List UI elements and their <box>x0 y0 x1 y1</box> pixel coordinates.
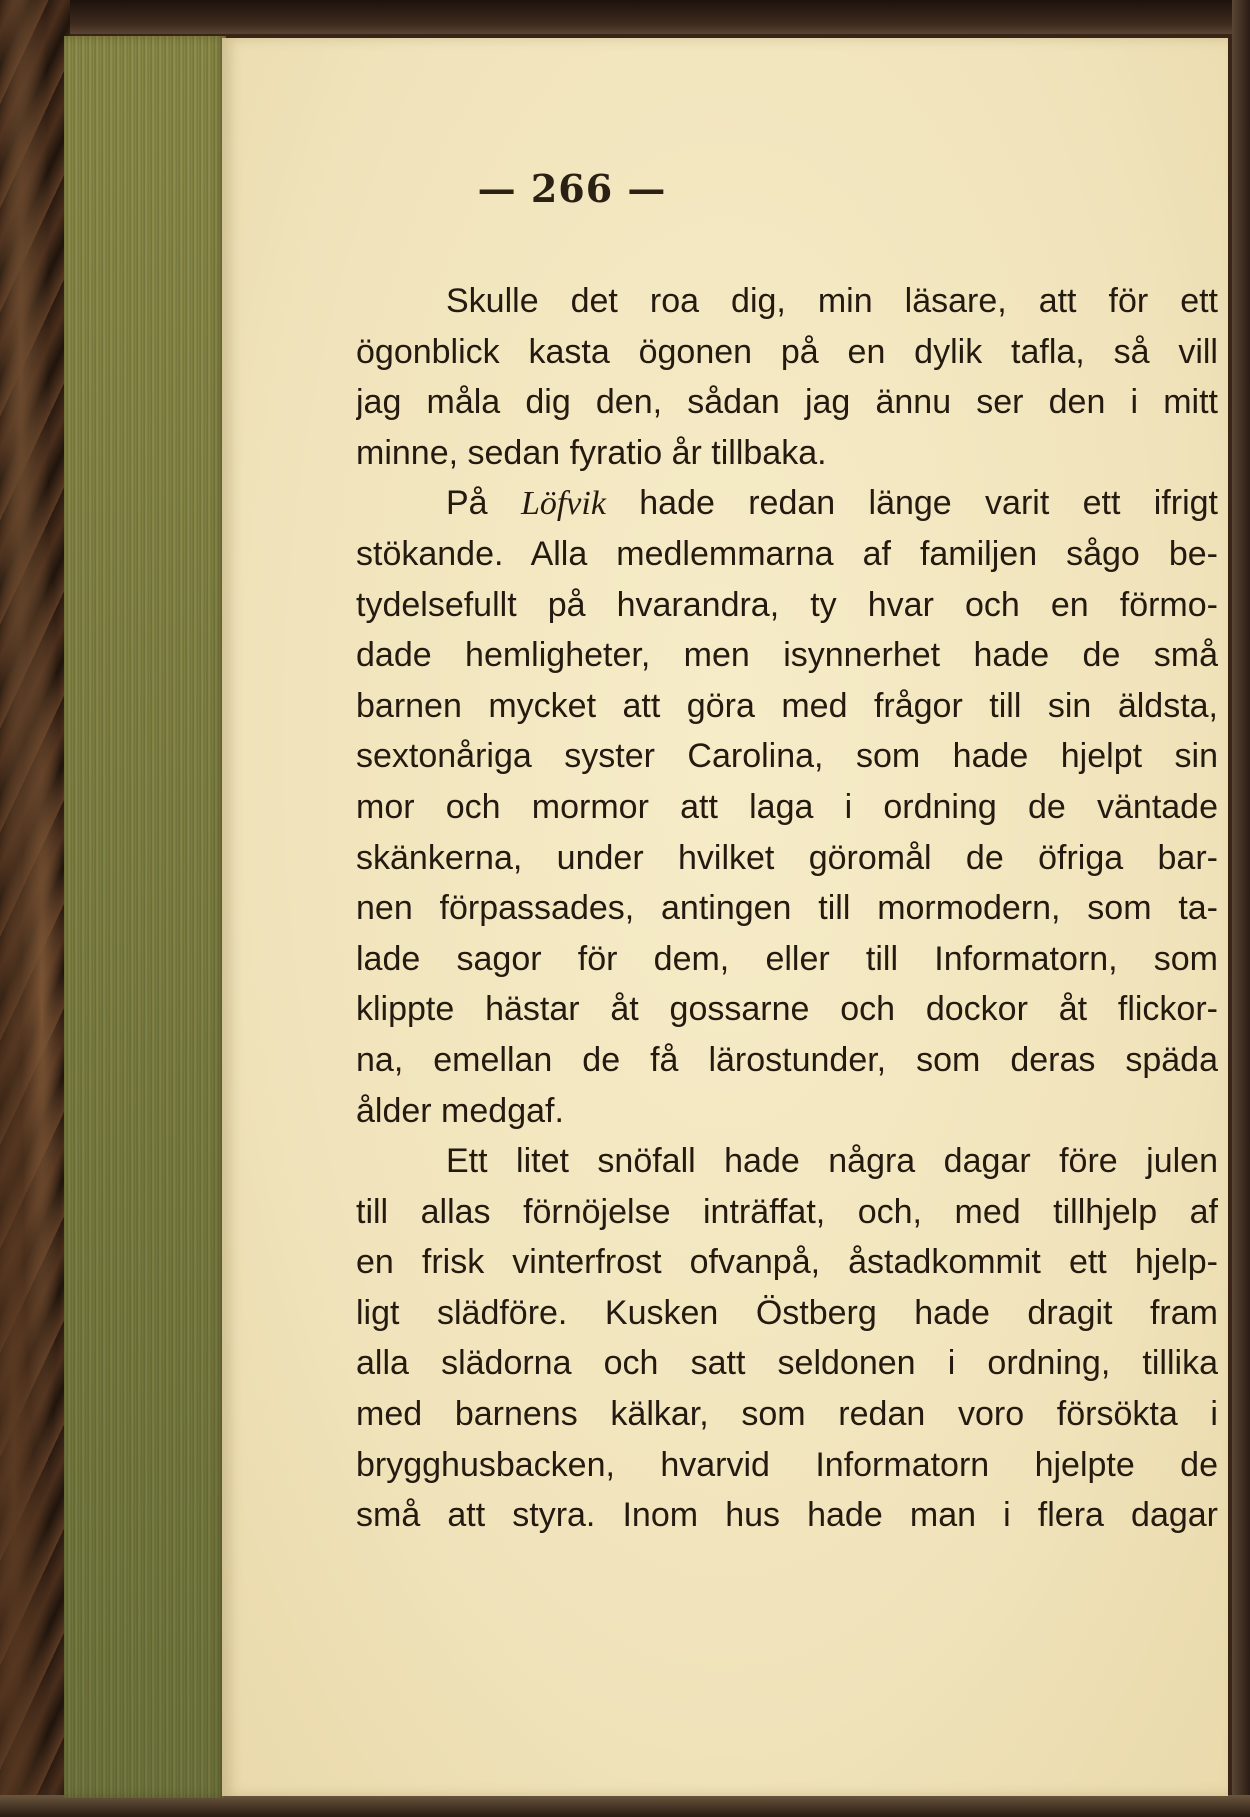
text-fragment: På <box>446 484 521 523</box>
page-body-text <box>356 276 1218 1541</box>
place-name-italic: Löfvik <box>520 485 606 523</box>
text-line: ligt slädföre. Kusken Östberg hade dragit fram <box>356 1293 1218 1332</box>
text-line: stökande. Alla medlemmarna af familjen sågo be- <box>356 534 1218 573</box>
text-line: ögonblick kasta ögonen på en dylik tafla, så vill <box>356 332 1218 371</box>
book-cover-right-edge <box>1232 0 1250 1817</box>
text-line: jag måla dig den, sådan jag ännu ser den i mitt <box>356 383 1218 422</box>
text-line: barnen mycket att göra med frågor till sin äldsta, <box>356 686 1218 725</box>
page-stack-edges <box>64 36 226 1798</box>
book-page <box>222 38 1228 1796</box>
book-cover-top-edge <box>0 0 1250 34</box>
page-number: — 266 — <box>477 166 667 211</box>
text-line: mor och mormor att laga i ordning de väntade <box>356 787 1218 826</box>
text-line: alla slädorna och satt seldonen i ordning, tillika <box>356 1344 1218 1383</box>
text-line: minne, sedan fyratio år tillbaka. <box>356 433 827 472</box>
text-line: ålder medgaf. <box>356 1091 564 1130</box>
text-line: skänkerna, under hvilket göromål de öfriga bar- <box>356 838 1218 877</box>
text-line: klippte hästar åt gossarne och dockor åt flickor- <box>356 990 1218 1029</box>
text-line: Skulle det roa dig, min läsare, att för ett <box>446 282 1218 320</box>
text-line: med barnens kälkar, som redan voro försökta i <box>356 1395 1218 1434</box>
text-line <box>356 478 1218 529</box>
text-line: tydelsefullt på hvarandra, ty hvar och en förmo- <box>356 585 1218 624</box>
text-line: na, emellan de få lärostunder, som deras späda <box>356 1040 1218 1079</box>
text-line: brygghusbacken, hvarvid Informatorn hjelpte de <box>356 1445 1218 1484</box>
text-line: nen förpassades, antingen till mormodern, som ta- <box>356 889 1218 928</box>
book-cover-bottom-edge <box>0 1795 1250 1817</box>
text-line: dade hemligheter, men isynnerhet hade de små <box>356 636 1218 675</box>
book-cover-marbled-edge <box>0 0 70 1817</box>
text-line: små att styra. Inom hus hade man i flera dagar <box>356 1496 1218 1535</box>
text-fragment: hade redan länge varit ett ifrigt <box>605 484 1218 523</box>
text-line: Ett litet snöfall hade några dagar före julen <box>446 1142 1218 1181</box>
text-line: lade sagor för dem, eller till Informatorn, som <box>356 939 1218 978</box>
text-line: sextonåriga syster Carolina, som hade hjelpt sin <box>356 737 1218 776</box>
text-line: till allas förnöjelse inträffat, och, med tillhjelp af <box>356 1192 1218 1231</box>
text-line: en frisk vinterfrost ofvanpå, åstadkommit ett hjelp- <box>356 1243 1218 1282</box>
